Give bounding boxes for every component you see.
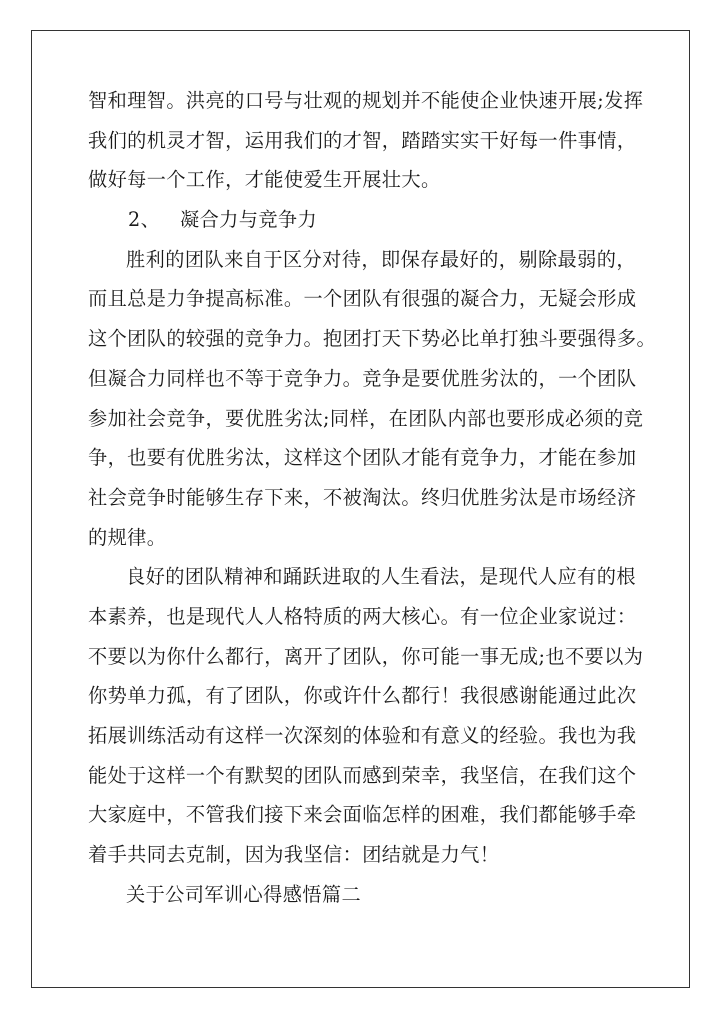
text-line: 智和理智。洪亮的口号与壮观的规划并不能使企业快速开展;发挥 (88, 89, 644, 112)
document-body (88, 81, 657, 914)
text-line: 大家庭中，不管我们接下来会面临怎样的困难，我们都能够手牵 (88, 803, 637, 827)
intro-paragraph (88, 81, 644, 200)
text-line: 的规律。 (88, 525, 167, 549)
text-line: 拓展训练活动有这样一次深刻的体验和有意义的经验。我也为我 (88, 724, 637, 747)
text-line: 不要以为你什么都行，离开了团队，你可能一事无成;也不要以为 (88, 644, 644, 668)
text-line: 做好每一个工作，才能使爱生开展壮大。 (88, 168, 441, 192)
text-line: 社会竞争时能够生存下来，不被淘汰。终归优胜劣汰是市场经济 (88, 485, 637, 509)
text-line: 本素养，也是现代人人格特质的两大核心。有一位企业家说过： (88, 604, 637, 628)
text-line: 争，也要有优胜劣汰，这样这个团队才能有竞争力，才能在参加 (88, 446, 637, 470)
text-line: 着手共同去克制，因为我坚信：团结就是力气！ (88, 843, 500, 867)
text-line: 而且总是力争提高标准。一个团队有很强的凝合力，无疑会形成 (88, 287, 637, 311)
text-line: 良好的团队精神和踊跃进取的人生看法，是现代人应有的根 (126, 565, 636, 589)
section-title: 凝合力与竞争力 (180, 208, 318, 232)
text-line: 能处于这样一个有默契的团队而感到荣幸，我坚信，在我们这个 (88, 763, 637, 787)
text-line: 但凝合力同样也不等于竞争力。竞争是要优胜劣汰的，一个团队 (88, 366, 637, 390)
text-line: 我们的机灵才智，运用我们的才智，踏踏实实干好每一件事情， (88, 128, 637, 152)
text-line: 胜利的团队来自于区分对待，即保存最好的，剔除最弱的， (126, 247, 636, 271)
section-heading (88, 200, 636, 240)
next-section-title: 关于公司军训心得感悟篇二 (126, 882, 362, 906)
text-line: 参加社会竞争，要优胜劣汰;同样，在团队内部也要形成必须的竞 (88, 406, 644, 430)
section-number: 2、 (128, 208, 161, 232)
text-line: 这个团队的较强的竞争力。抱团打天下势必比单打独斗要强得多。 (88, 327, 657, 351)
paragraph-1 (88, 240, 657, 558)
text-line: 你势单力孤，有了团队，你或许什么都行！我很感谢能通过此次 (88, 684, 637, 708)
paragraph-2 (88, 557, 644, 875)
